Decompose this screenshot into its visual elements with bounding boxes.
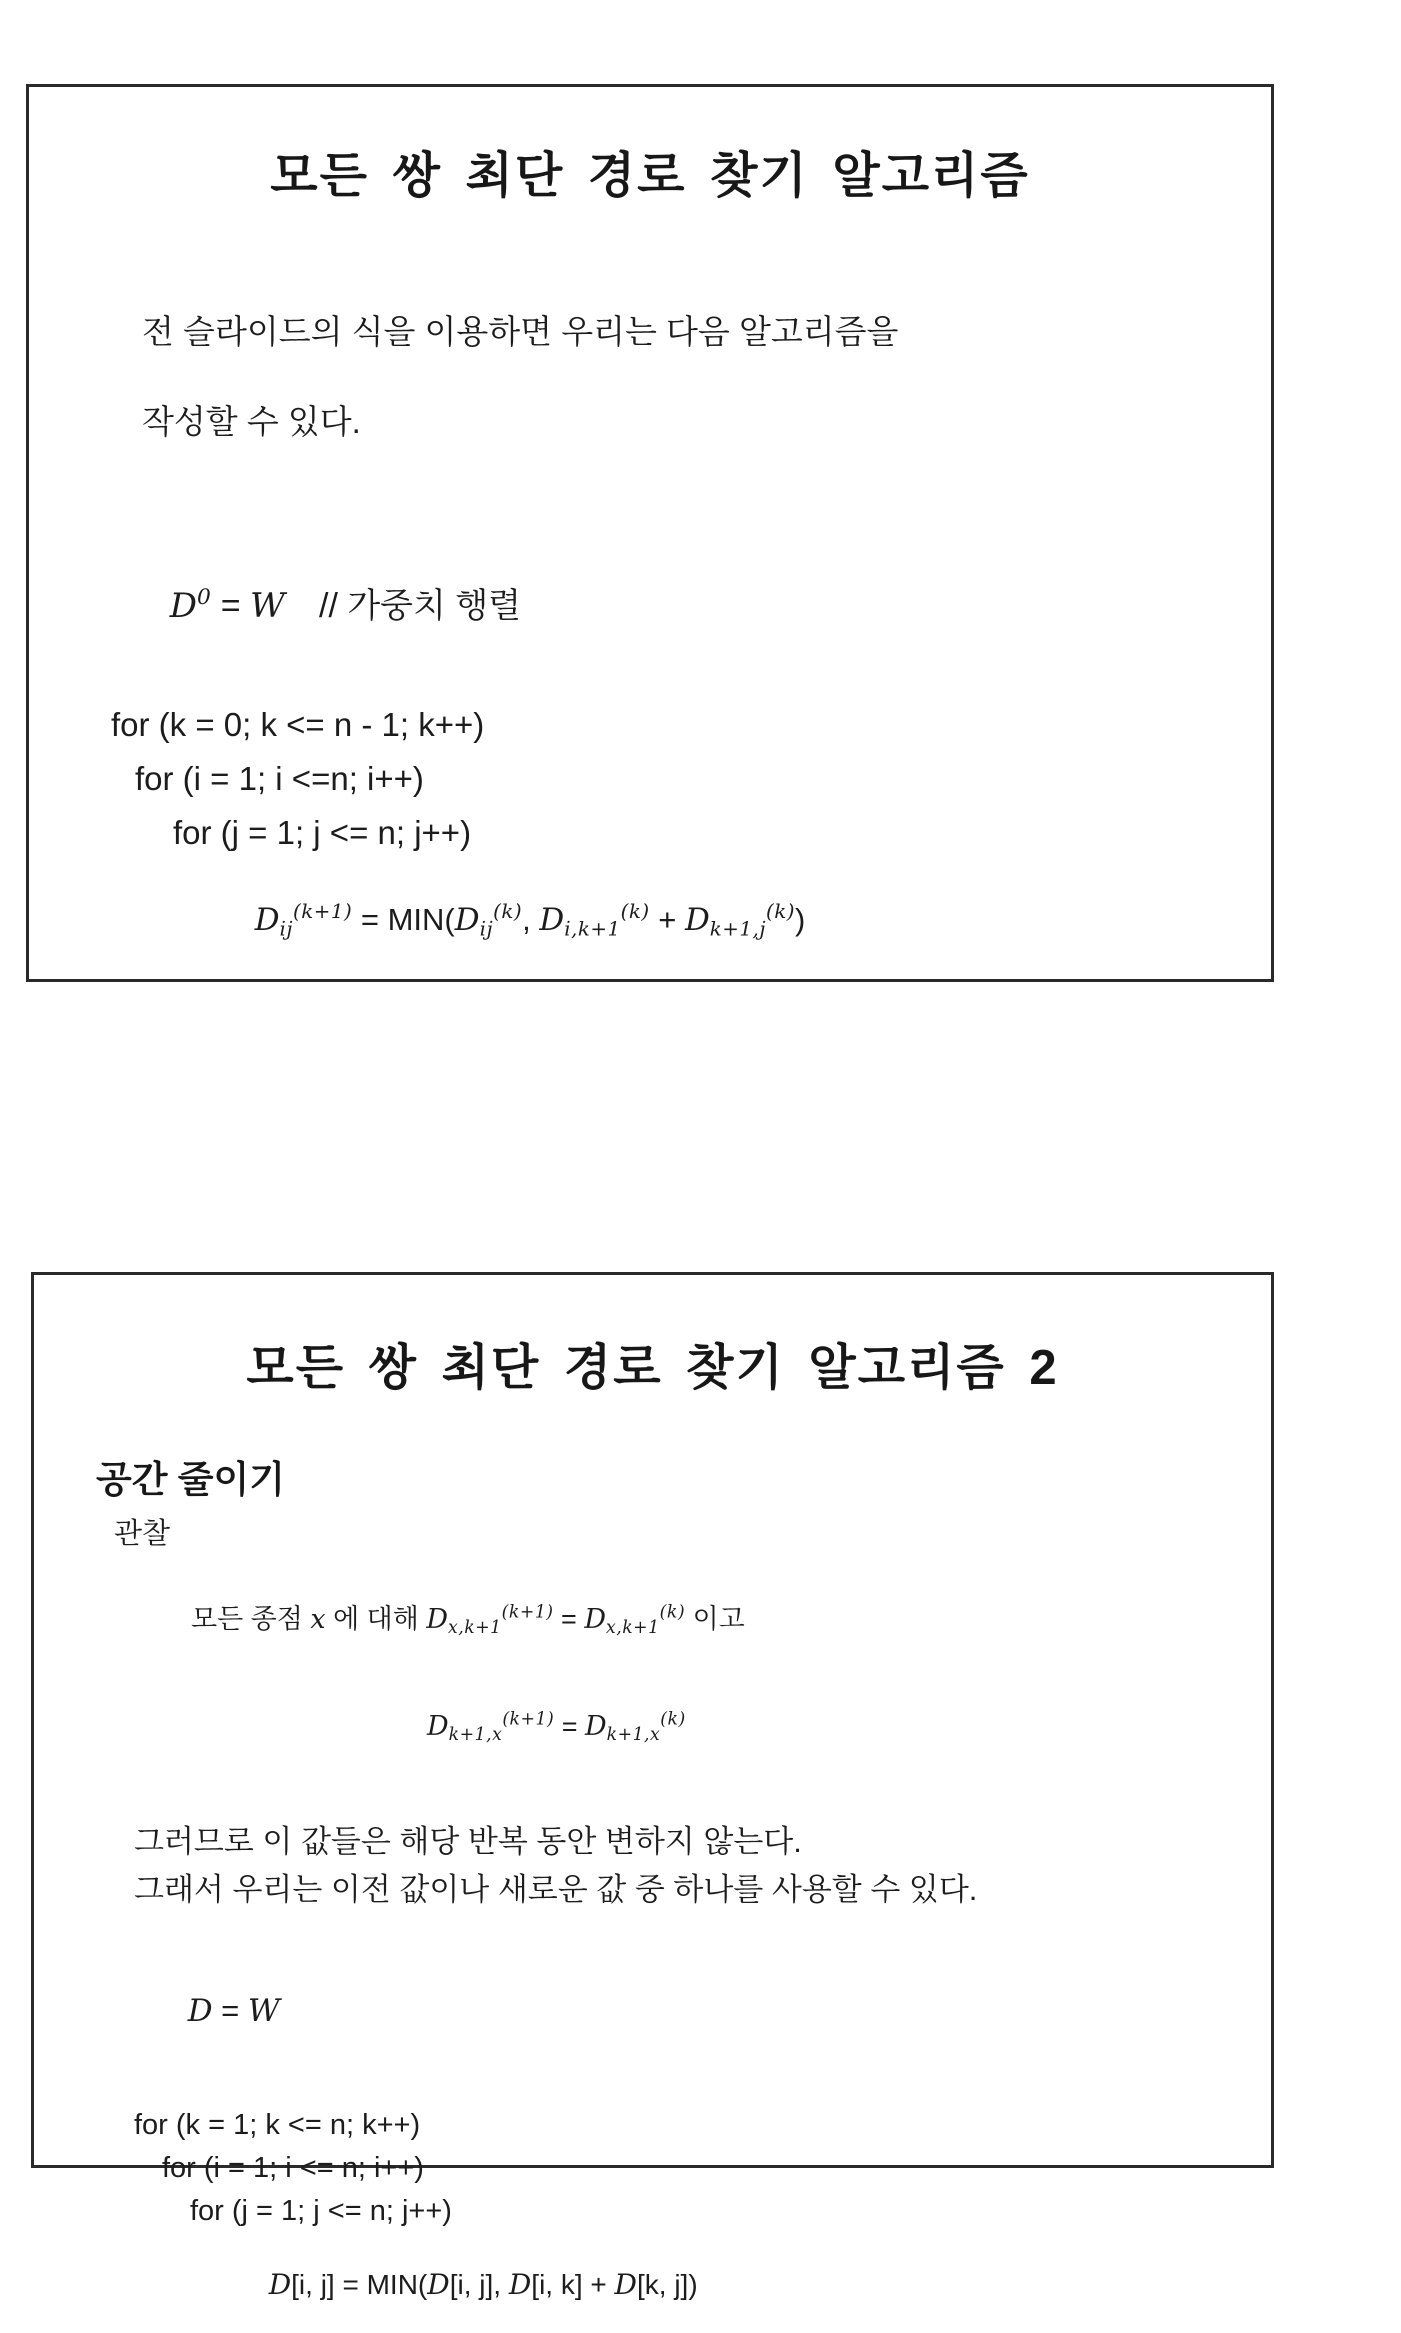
slide-2-observation-eq-2: $D_{k+1,x}^{(k+1)} = D_{k+1,x}^{(k)}$	[427, 1709, 686, 1746]
slide-2-update-formula: D[i, j] = MIN(D[i, j], D[i, k] + D[k, j])	[268, 2267, 698, 2301]
slide-2-paragraph-1: 그러므로 이 값들은 해당 반복 동안 변하지 않는다.	[134, 1824, 802, 1860]
slide-1-intro	[87, 265, 1231, 489]
slide-2-observation-eq-1: 모든 종점 x 에 대해 $D_{x,k+1}^{(k+1)} = D_{x,k+1}^{(k)}$ 이고	[191, 1602, 745, 1638]
math-term-rhs: $D_{x,k+1}^{(k)}$	[584, 1602, 686, 1638]
slide-2	[31, 1272, 1274, 2301]
math-term-a: $D_{ij}^{(k)}$	[454, 900, 523, 941]
slide-2-for-j: for (j = 1; j <= n; j++)	[190, 2194, 452, 2227]
slide-2-for-i: for (i = 1; i <= n; i++)	[162, 2151, 424, 2184]
slide-2-section-heading: 공간 줄이기	[96, 1459, 285, 1500]
slide-1-init-statement: $D^0 = W$ // 가중치 행렬	[169, 585, 522, 627]
slide-2-init-statement: D = W	[187, 1992, 280, 2029]
slide-2-title: 모든 쌍 최단 경로 찾기 알고리즘 2	[246, 1341, 1059, 1395]
math-term-b: $D_{i,k+1}^{(k)}$	[539, 900, 650, 941]
code-comment: // 가중치 행렬	[319, 587, 522, 626]
slide-1-for-j: for (j = 1; j <= n; j++)	[173, 814, 472, 852]
math-term-lhs: $D_{ij}^{(k+1)}$	[254, 900, 353, 941]
intro-line-2: 작성할 수 있다.	[142, 402, 361, 440]
slide-2-for-k: for (k = 1; k <= n; k++)	[134, 2108, 421, 2141]
slide-1-for-i: for (i = 1; i <=n; i++)	[135, 760, 424, 798]
intro-line-1: 전 슬라이드의 식을 이용하면 우리는 다음 알고리즘을	[142, 312, 899, 350]
math-term-lhs: $D_{k+1,x}^{(k+1)}$	[427, 1709, 555, 1746]
slide-1	[26, 84, 1274, 982]
math-term-lhs: $D_{x,k+1}^{(k+1)}$	[426, 1602, 554, 1638]
slide-1-title: 모든 쌍 최단 경로 찾기 알고리즘	[270, 149, 1030, 203]
slide-1-for-k: for (k = 0; k <= n - 1; k++)	[111, 706, 485, 744]
math-term-rhs: $D_{k+1,x}^{(k)}$	[584, 1709, 686, 1746]
slide-2-paragraph-2: 그래서 우리는 이전 값이나 새로운 값 중 하나를 사용할 수 있다.	[134, 1872, 978, 1908]
math-term-d0: $D^0$	[169, 585, 212, 627]
slide-1-update-formula: $D_{ij}^{(k+1)} = MIN(D_{ij}^{(k)}$, $D_{i,k+1}^{(k)} + D_{k+1,j}^{(k)}$)	[254, 900, 806, 941]
math-term-c: $D_{k+1,j}^{(k)}$	[684, 900, 795, 941]
slide-2-observation-label: 관찰	[114, 1518, 171, 1550]
